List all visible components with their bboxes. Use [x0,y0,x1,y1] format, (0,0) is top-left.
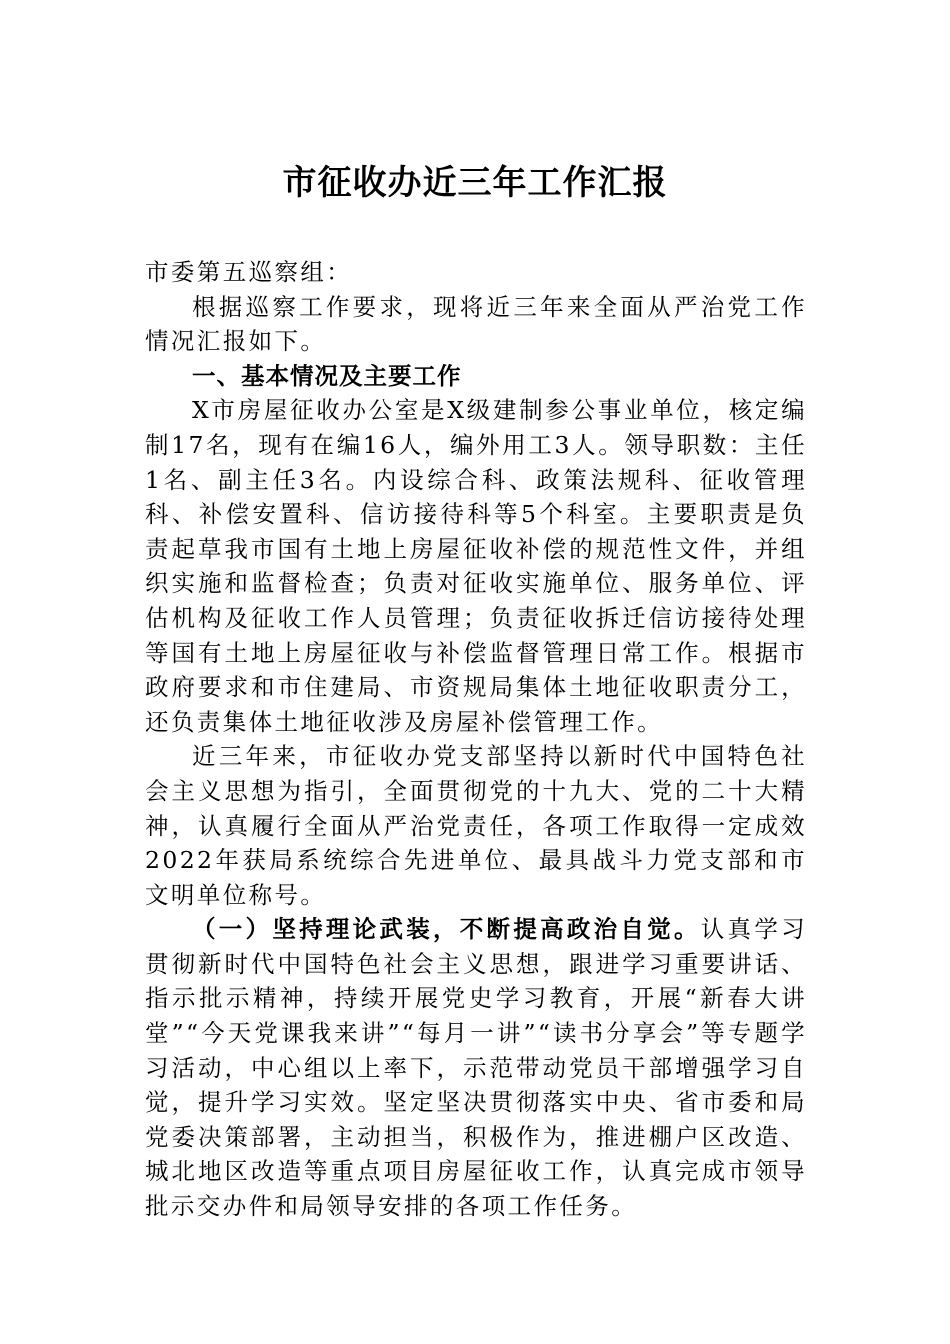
salutation: 市委第五巡察组： [145,258,353,286]
document-title: 市征收办近三年工作汇报 [282,163,668,203]
recent-work-paragraph: 近三年来，市征收办党支部坚持以新时代中国特色社会主义思想为指引，全面贯彻党的十九大、党的二十大精神，认真履行全面从严治党责任，各项工作取得一定成效2022年获局系统综合先进单位、最具战斗力党支部和市文明单位称号。 [145,742,807,909]
document-body [145,255,807,1224]
subsection-heading-theory: （一）坚持理论武装，不断提高政治自觉。 [192,915,701,944]
subsection-body-theory: 认真学习贯彻新时代中国特色社会主义思想，跟进学习重要讲话、指示批示精神，持续开展党史学习教育，开展“新春大讲堂”“今天党课我来讲”“每月一讲”“读书分享会”等专题学习活动，中心组以上率下，示范带动党员干部增强学习自觉，提升学习实效。坚定坚决贯彻落实中央、省市委和局党委决策部署，主动担当，积极作为，推进棚户区改造、城北地区改造等重点项目房屋征收工作，认真完成市领导批示交办件和局领导安排的各项工作任务。 [145,915,807,1221]
section-heading-basic: 一、基本情况及主要工作 [192,361,462,390]
theory-paragraph [145,912,807,1223]
basic-info-paragraph: X市房屋征收办公室是X级建制参公事业单位，核定编制17名，现有在编16人，编外用工3人。领导职数：主任1名、副主任3名。内设综合科、政策法规科、征收管理科、补偿安置科、信访接待科等5个科室。主要职责是负责起草我市国有土地上房屋征收补偿的规范性文件，并组织实施和监督检查；负责对征收实施单位、服务单位、评估机构及征收工作人员管理；负责征收拆迁信访接待处理等国有土地上房屋征收与补偿监督管理日常工作。根据市政府要求和市住建局、市资规局集体土地征收职责分工，还负责集体土地征收涉及房屋补偿管理工作。 [145,396,807,736]
intro-paragraph: 根据巡察工作要求，现将近三年来全面从严治党工作情况汇报如下。 [145,292,807,356]
